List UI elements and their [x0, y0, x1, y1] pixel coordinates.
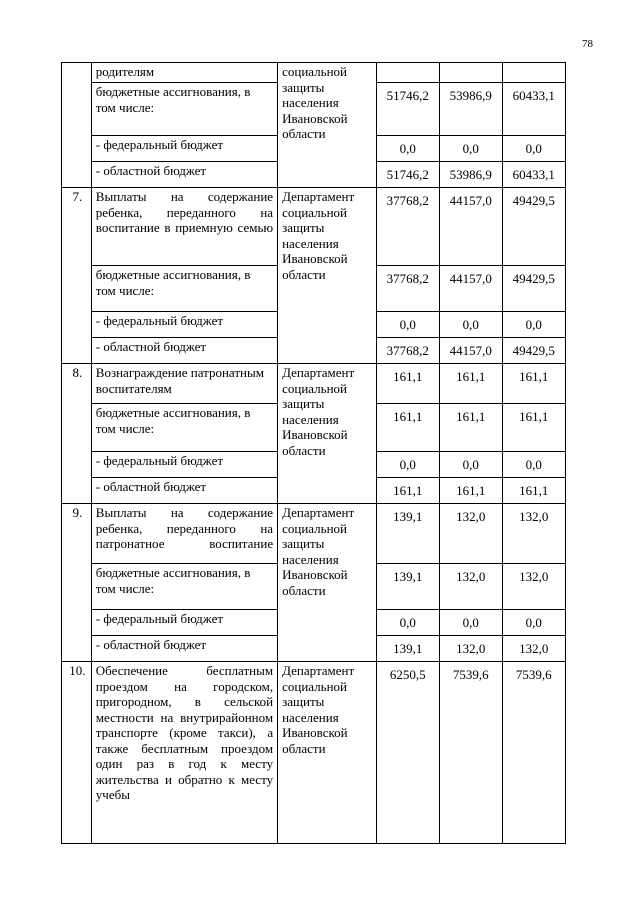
- value-cell: 132,0: [439, 564, 502, 610]
- description-cell: бюджетные ассигнования, в том числе:: [91, 83, 277, 136]
- value-cell: 53986,9: [439, 83, 502, 136]
- value-cell: [376, 63, 439, 83]
- value-cell: 44157,0: [439, 188, 502, 266]
- value-cell: 0,0: [502, 452, 565, 478]
- description-cell: Обеспечение бесплатным проездом на городском, пригородном, в сельской местности на внутрирайонном транспорте (кроме такси), а также бесплатным проездом один раз в год к месту жительства и обратно к месту учебы: [91, 662, 277, 844]
- description-cell: - областной бюджет: [91, 338, 277, 364]
- description-cell: - федеральный бюджет: [91, 312, 277, 338]
- value-cell: 51746,2: [376, 83, 439, 136]
- value-cell: 44157,0: [439, 338, 502, 364]
- value-cell: [439, 63, 502, 83]
- description-cell: - федеральный бюджет: [91, 136, 277, 162]
- number-cell: 10.: [62, 662, 92, 844]
- number-cell: 7.: [62, 188, 92, 364]
- department-cell: Департамент социальной защиты населения Ивановской области: [278, 504, 377, 662]
- value-cell: 132,0: [502, 504, 565, 564]
- value-cell: 7539,6: [439, 662, 502, 844]
- table-row: [62, 188, 640, 266]
- value-cell: 161,1: [376, 364, 439, 404]
- description-cell: родителям: [91, 63, 277, 83]
- description-cell: - областной бюджет: [91, 478, 277, 504]
- value-cell: 132,0: [502, 564, 565, 610]
- value-cell: 60433,1: [502, 162, 565, 188]
- number-cell: 8.: [62, 364, 92, 504]
- department-cell: социальной защиты населения Ивановской области: [278, 63, 377, 188]
- value-cell: 161,1: [502, 404, 565, 452]
- number-cell: 9.: [62, 504, 92, 662]
- value-cell: 37768,2: [376, 338, 439, 364]
- description-cell: Выплаты на содержание ребенка, переданного на патронатное воспитание: [91, 504, 277, 564]
- value-cell: 161,1: [376, 404, 439, 452]
- value-cell: 132,0: [439, 636, 502, 662]
- value-cell: 53986,9: [439, 162, 502, 188]
- value-cell: 0,0: [439, 136, 502, 162]
- description-cell: бюджетные ассигнования, в том числе:: [91, 266, 277, 312]
- number-cell: [62, 63, 92, 188]
- description-cell: бюджетные ассигнования, в том числе:: [91, 564, 277, 610]
- description-cell: Вознаграждение патронатным воспитателям: [91, 364, 277, 404]
- value-cell: 0,0: [376, 312, 439, 338]
- value-cell: 161,1: [439, 478, 502, 504]
- value-cell: 139,1: [376, 636, 439, 662]
- value-cell: 139,1: [376, 504, 439, 564]
- value-cell: 161,1: [376, 478, 439, 504]
- description-cell: Выплаты на содержание ребенка, переданного на воспитание в приемную семью: [91, 188, 277, 266]
- value-cell: 44157,0: [439, 266, 502, 312]
- value-cell: 49429,5: [502, 266, 565, 312]
- department-cell: Департамент социальной защиты населения Ивановской области: [278, 188, 377, 364]
- table-row: [62, 63, 640, 83]
- value-cell: 0,0: [439, 312, 502, 338]
- value-cell: 132,0: [502, 636, 565, 662]
- table-row: [62, 364, 640, 404]
- description-cell: - областной бюджет: [91, 162, 277, 188]
- description-cell: бюджетные ассигнования, в том числе:: [91, 404, 277, 452]
- value-cell: 132,0: [439, 504, 502, 564]
- description-cell: - областной бюджет: [91, 636, 277, 662]
- table-row: [62, 662, 640, 844]
- value-cell: 7539,6: [502, 662, 565, 844]
- value-cell: 0,0: [502, 610, 565, 636]
- value-cell: 0,0: [376, 136, 439, 162]
- value-cell: 0,0: [376, 452, 439, 478]
- department-cell: Департамент социальной защиты населения Ивановской области: [278, 662, 377, 844]
- budget-table: [61, 62, 640, 844]
- value-cell: 0,0: [439, 610, 502, 636]
- value-cell: 161,1: [439, 364, 502, 404]
- description-cell: - федеральный бюджет: [91, 452, 277, 478]
- value-cell: 6250,5: [376, 662, 439, 844]
- department-cell: Департамент социальной защиты населения Ивановской области: [278, 364, 377, 504]
- value-cell: 0,0: [502, 312, 565, 338]
- value-cell: 139,1: [376, 564, 439, 610]
- value-cell: 161,1: [439, 404, 502, 452]
- value-cell: 37768,2: [376, 266, 439, 312]
- value-cell: 49429,5: [502, 338, 565, 364]
- value-cell: 60433,1: [502, 83, 565, 136]
- value-cell: 51746,2: [376, 162, 439, 188]
- table-row: [62, 504, 640, 564]
- value-cell: 37768,2: [376, 188, 439, 266]
- value-cell: 0,0: [439, 452, 502, 478]
- value-cell: 0,0: [502, 136, 565, 162]
- description-cell: - федеральный бюджет: [91, 610, 277, 636]
- value-cell: 49429,5: [502, 188, 565, 266]
- value-cell: 161,1: [502, 364, 565, 404]
- value-cell: 161,1: [502, 478, 565, 504]
- value-cell: [502, 63, 565, 83]
- page-number: 78: [582, 38, 593, 50]
- value-cell: 0,0: [376, 610, 439, 636]
